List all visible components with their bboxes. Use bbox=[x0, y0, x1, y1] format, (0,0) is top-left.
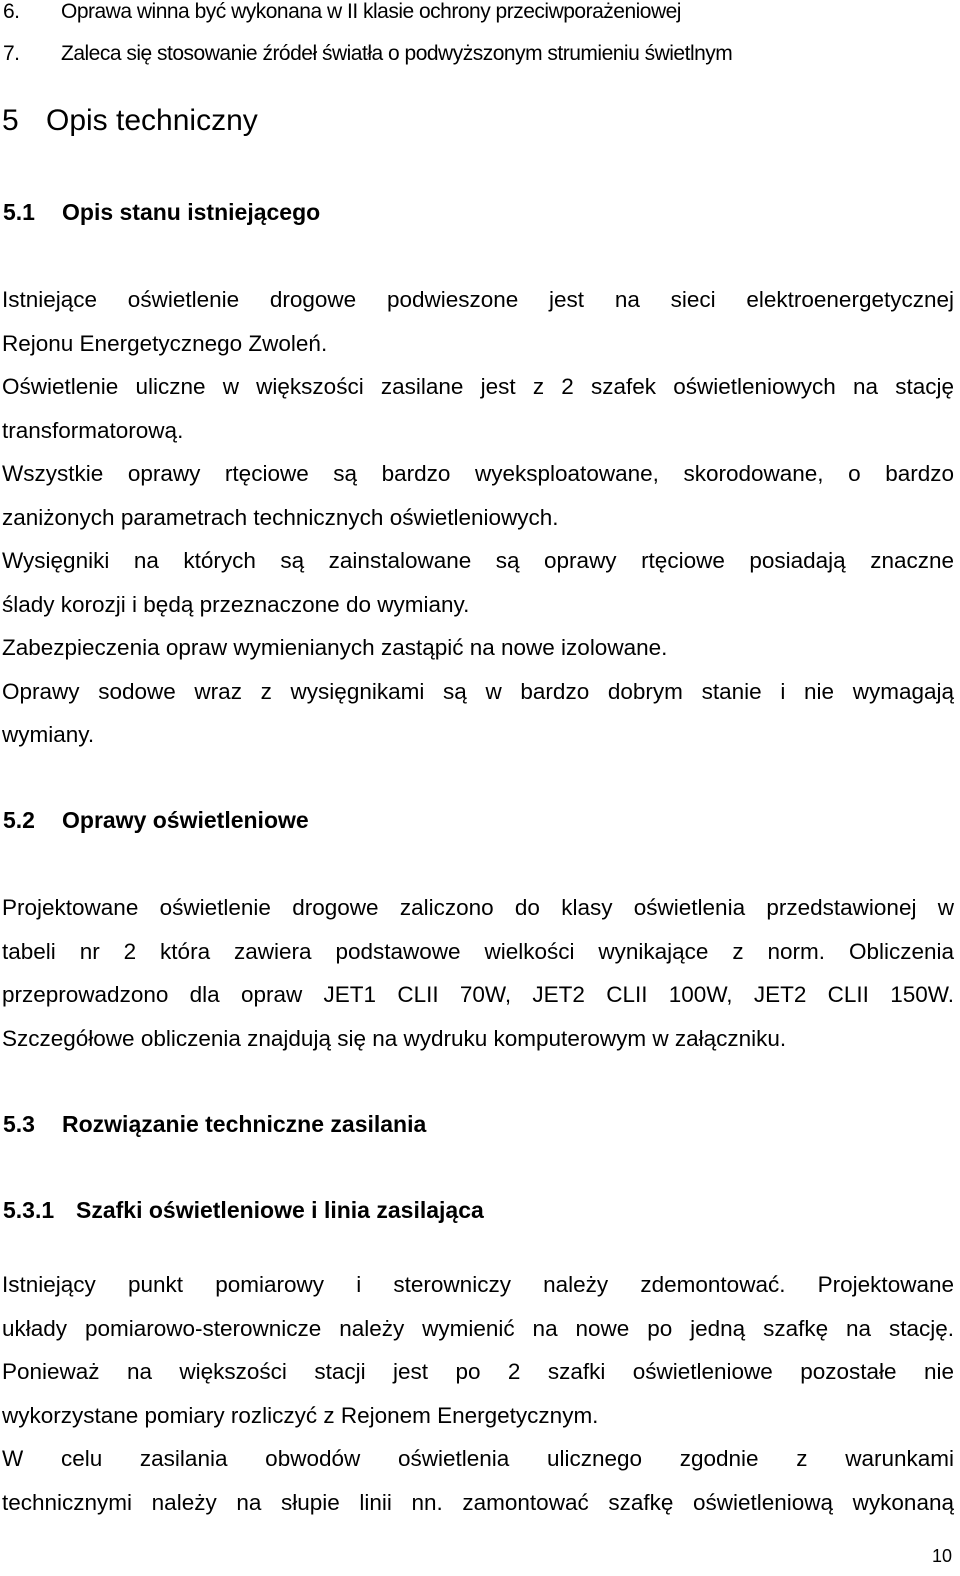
section-number: 5.1 bbox=[3, 199, 35, 225]
section-title: Opis stanu istniejącego bbox=[62, 199, 321, 225]
section-number: 5 bbox=[2, 104, 19, 137]
text-line: wymiany. bbox=[2, 722, 95, 747]
text-line: technicznymi należy na słupie linii nn. zamontować szafkę oświetleniową wykonaną bbox=[2, 1489, 954, 1515]
section-heading-5-3-1 bbox=[3, 1197, 484, 1224]
text-line: przeprowadzono dla opraw JET1 CLII 70W, JET2 CLII 100W, JET2 CLII 150W. bbox=[2, 982, 954, 1007]
section-title: Opis techniczny bbox=[46, 104, 258, 137]
list-item bbox=[3, 0, 681, 24]
section-heading-5-2 bbox=[3, 807, 309, 834]
list-text: Oprawa winna być wykonana w II klasie ochrony przeciwporażeniowej bbox=[61, 0, 681, 23]
section-heading-5 bbox=[2, 104, 258, 138]
section-number: 5.3 bbox=[3, 1111, 35, 1137]
text-line: W celu zasilania obwodów oświetlenia ulicznego zgodnie z warunkami bbox=[2, 1446, 954, 1471]
text-line: Szczegółowe obliczenia znajdują się na wydruku komputerowym w załączniku. bbox=[2, 1025, 787, 1051]
list-item bbox=[3, 42, 732, 66]
list-number: 7. bbox=[3, 42, 20, 65]
section-number: 5.3.1 bbox=[3, 1197, 55, 1223]
paragraph-existing-state bbox=[2, 278, 954, 757]
text-line: Zabezpieczenia opraw wymienianych zastąpić na nowe izolowane. bbox=[2, 635, 668, 660]
page-number: 10 bbox=[931, 1546, 952, 1566]
paragraph-luminaires bbox=[2, 886, 954, 1060]
list-text: Zaleca się stosowanie źródeł światła o podwyższonym strumieniu świetlnym bbox=[61, 42, 733, 65]
text-line: transformatorową. bbox=[2, 417, 184, 443]
section-number: 5.2 bbox=[3, 807, 35, 833]
text-line: tabeli nr 2 która zawiera podstawowe wielkości wynikające z norm. Obliczenia bbox=[2, 938, 954, 964]
text-line: Rejonu Energetycznego Zwoleń. bbox=[2, 330, 328, 356]
section-title: Rozwiązanie techniczne zasilania bbox=[62, 1111, 427, 1137]
text-line: Projektowane oświetlenie drogowe zaliczono do klasy oświetlenia przedstawionej w bbox=[2, 895, 954, 920]
section-title: Oprawy oświetleniowe bbox=[62, 807, 309, 833]
list-number: 6. bbox=[3, 0, 20, 23]
text-line: zaniżonych parametrach technicznych oświetleniowych. bbox=[2, 504, 559, 530]
text-line: Wszystkie oprawy rtęciowe są bardzo wyeksploatowane, skorodowane, o bardzo bbox=[2, 461, 954, 486]
text-line: Istniejący punkt pomiarowy i sterowniczy należy zdemontować. Projektowane bbox=[2, 1272, 954, 1297]
text-line: ślady korozji i będą przeznaczone do wymiany. bbox=[2, 591, 470, 617]
text-line: Oświetlenie uliczne w większości zasilane jest z 2 szafek oświetleniowych na stację bbox=[2, 374, 954, 399]
section-heading-5-3 bbox=[3, 1111, 426, 1138]
text-line: wykorzystane pomiary rozliczyć z Rejonem Energetycznym. bbox=[2, 1402, 599, 1428]
text-line: Oprawy sodowe wraz z wysięgnikami są w bardzo dobrym stanie i nie wymagają bbox=[2, 678, 954, 704]
paragraph-cabinets bbox=[2, 1263, 954, 1524]
section-title: Szafki oświetleniowe i linia zasilająca bbox=[76, 1197, 484, 1223]
text-line: Wysięgniki na których są zainstalowane są oprawy rtęciowe posiadają znaczne bbox=[2, 548, 954, 573]
text-line: układy pomiarowo-sterownicze należy wymienić na nowe po jedną szafkę na stację. bbox=[2, 1315, 954, 1341]
text-line: Istniejące oświetlenie drogowe podwieszone jest na sieci elektroenergetycznej bbox=[2, 287, 954, 312]
text-line: Ponieważ na większości stacji jest po 2 szafki oświetleniowe pozostałe nie bbox=[2, 1359, 954, 1384]
section-heading-5-1 bbox=[3, 199, 320, 226]
